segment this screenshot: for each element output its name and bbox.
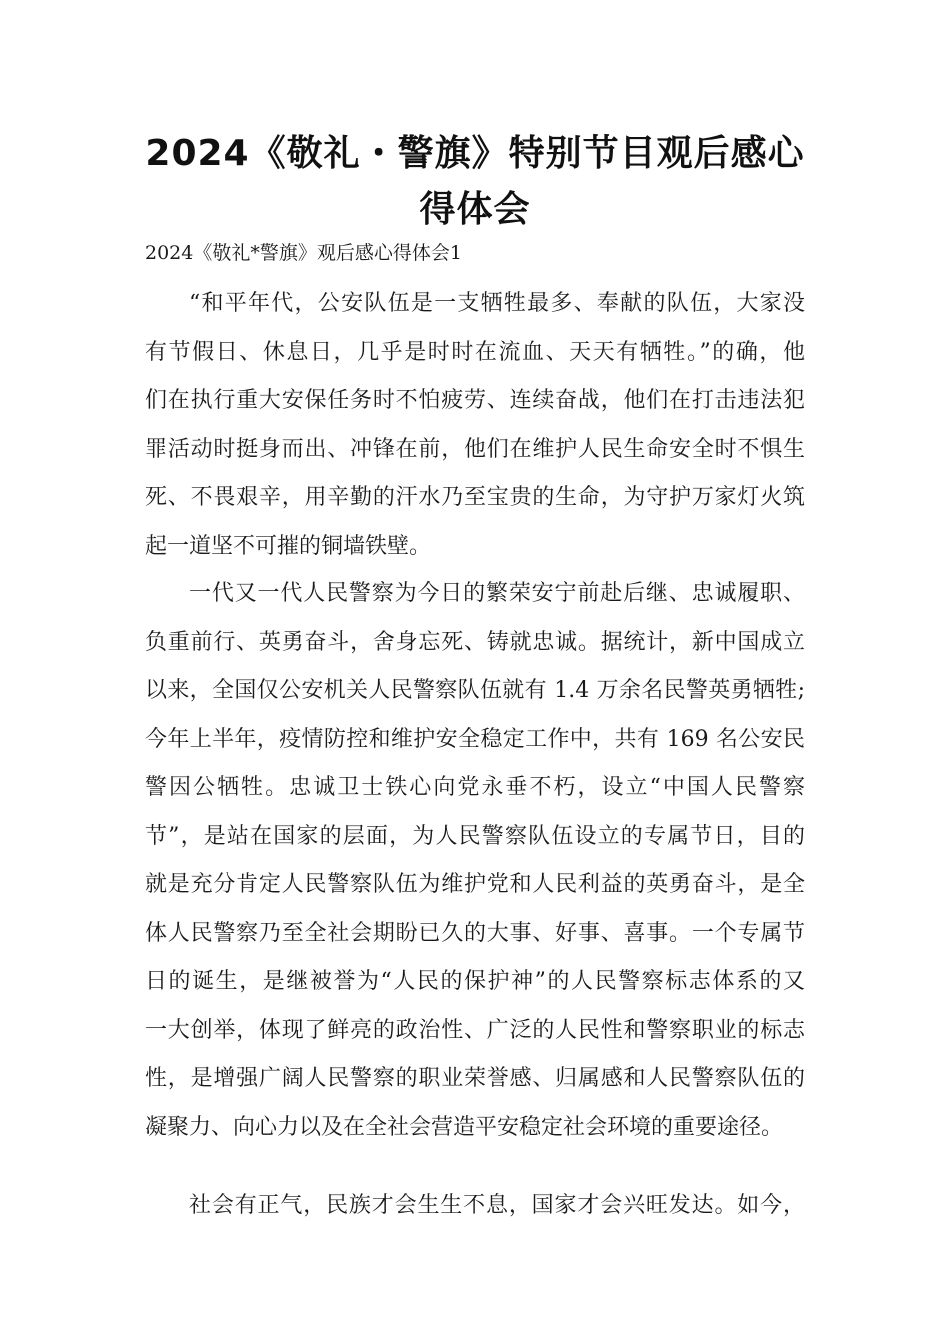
text-line: 们在执行重大安保任务时不怕疲劳、连续奋战，他们在打击违法犯	[145, 388, 805, 413]
text-line: 一代又一代人民警察为今日的繁荣安宁前赴后继、忠诚履职、	[189, 581, 805, 606]
document-subtitle: 2024《敬礼*警旗》观后感心得体会1	[145, 242, 462, 264]
text-line: 凝聚力、向心力以及在全社会营造平安稳定社会环境的重要途径。	[145, 1114, 784, 1140]
text-line: 死、不畏艰辛，用辛勤的汗水乃至宝贵的生命，为守护万家灯火筑	[145, 485, 805, 510]
paragraph	[145, 280, 805, 571]
text-line: 日的诞生，是继被誉为“人民的保护神”的人民警察标志体系的又	[145, 969, 805, 994]
text-line: 今年上半年，疫情防控和维护安全稳定工作中，共有 169 名公安民	[145, 726, 805, 752]
text-line: 警因公牺牲。忠诚卫士铁心向党永垂不朽，设立“中国人民警察	[145, 775, 805, 800]
text-line: 社会有正气，民族才会生生不息，国家才会兴旺发达。如今，	[189, 1193, 805, 1218]
text-line: 起一道坚不可摧的铜墙铁壁。	[145, 533, 432, 559]
text-line: 负重前行、英勇奋斗，舍身忘死、铸就忠诚。据统计，新中国成立	[145, 629, 805, 655]
text-line: “和平年代，公安队伍是一支牺牲最多、奉献的队伍，大家没	[189, 291, 805, 316]
title-line: 得体会	[419, 189, 531, 230]
text-line: 一大创举，体现了鲜亮的政治性、广泛的人民性和警察职业的标志	[145, 1017, 805, 1043]
paragraph	[145, 1182, 805, 1231]
text-line: 就是充分肯定人民警察队伍为维护党和人民利益的英勇奋斗，是全	[145, 872, 805, 897]
paragraph	[145, 570, 805, 1152]
title-line: 2024《敬礼・警旗》特别节目观后感心	[145, 133, 805, 174]
text-line: 罪活动时挺身而出、冲锋在前，他们在维护人民生命安全时不惧生	[145, 436, 805, 462]
text-line: 以来，全国仅公安机关人民警察队伍就有 1.4 万余名民警英勇牺牲;	[145, 678, 805, 703]
text-line: 节”，是站在国家的层面，为人民警察队伍设立的专属节日，目的	[145, 823, 805, 849]
text-line: 性，是增强广阔人民警察的职业荣誉感、归属感和人民警察队伍的	[145, 1066, 805, 1091]
text-line: 有节假日、休息日，几乎是时时在流血、天天有牺牲。”的确，他	[145, 339, 805, 365]
document-title	[110, 126, 840, 238]
text-line: 体人民警察乃至全社会期盼已久的大事、好事、喜事。一个专属节	[145, 920, 805, 946]
